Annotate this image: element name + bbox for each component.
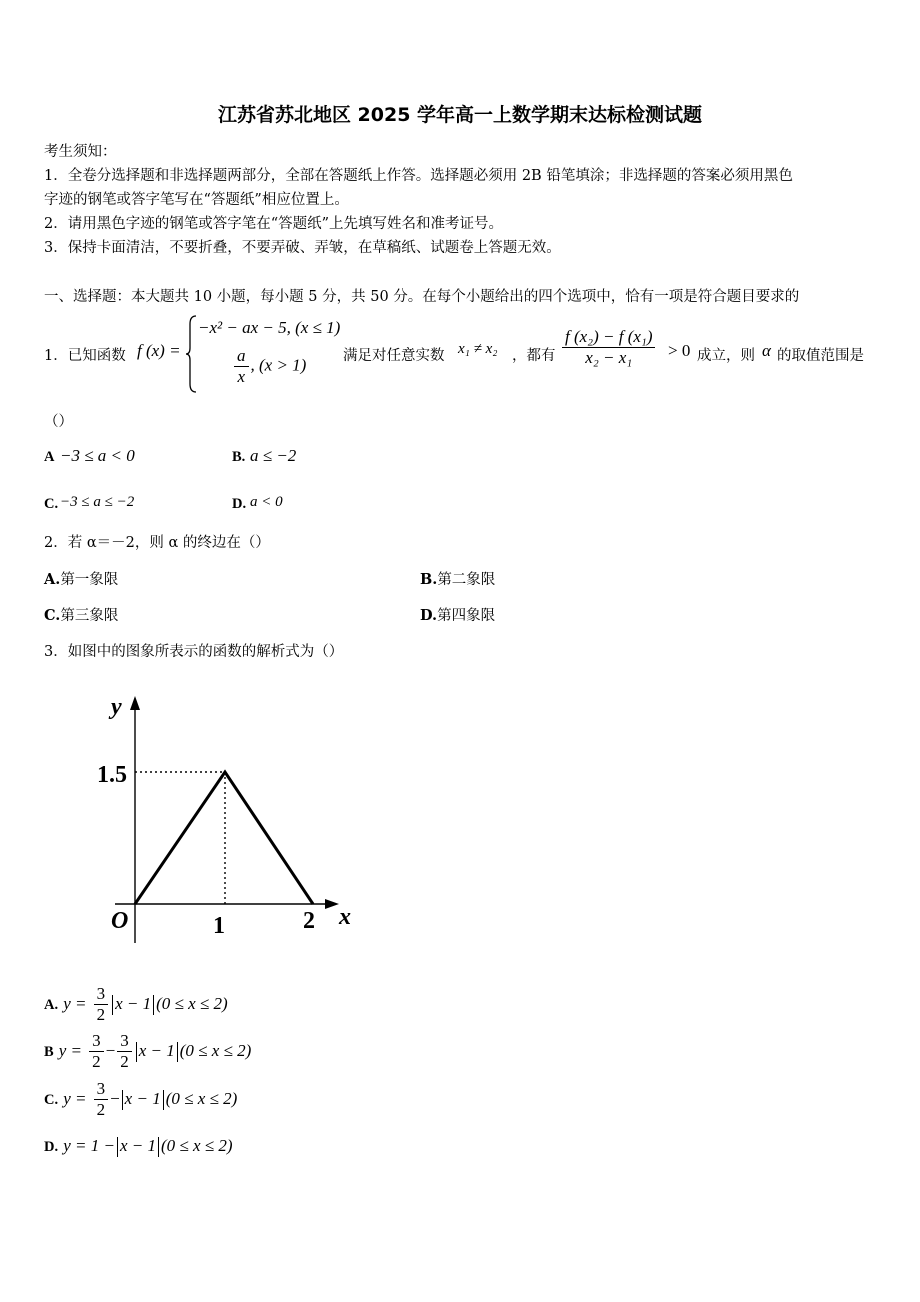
q2-option-b-text: 第二象限 xyxy=(437,572,496,588)
notice-line-2: 2．请用黑色字迹的钢笔或答字笔在“答题纸”上先填写姓名和准考证号。 xyxy=(44,216,504,232)
q1-option-a-label: A xyxy=(44,449,55,465)
q3-option-b-domain: (0 ≤ x ≤ 2) xyxy=(179,1041,252,1060)
page-title: 江苏省苏北地区 2025 学年高一上数学期末达标检测试题 xyxy=(217,104,703,126)
q1-alpha: α xyxy=(762,341,771,360)
q3-option-c xyxy=(44,1079,237,1120)
notice-line-1a: 1．全卷分选择题和非选择题两部分，全部在答题纸上作答。选择题必须用 2B 铅笔填涂；非选择题的答案必须用黑色 xyxy=(44,168,793,184)
q3-option-a-den: 2 xyxy=(96,1005,106,1024)
q1-brace-icon xyxy=(184,314,198,394)
q2-option-a-text: 第一象限 xyxy=(60,572,119,588)
q1-paren: （） xyxy=(44,414,73,430)
q1-mid: 满足对任意实数 xyxy=(343,348,445,364)
q2-option-d-text: 第四象限 xyxy=(437,608,496,624)
q3-option-d-abs: x − 1 xyxy=(119,1136,156,1155)
q1-option-d: a < 0 xyxy=(250,494,283,510)
q3-option-a-num: 3 xyxy=(94,984,109,1005)
q1-option-c-label: C. xyxy=(44,496,59,512)
q1-option-d-label: D. xyxy=(232,496,247,512)
q2-option-c-label: C. xyxy=(44,607,61,624)
q1-fraction xyxy=(560,327,657,368)
y-axis-arrow-icon xyxy=(130,696,140,710)
q1-frac-den: x₂ − x₁ xyxy=(585,348,633,367)
q3-option-c-domain: (0 ≤ x ≤ 2) xyxy=(165,1089,238,1108)
q1-option-b: a ≤ −2 xyxy=(250,446,297,465)
q3-option-a-y: y = xyxy=(63,994,87,1013)
q2-option-c-text: 第三象限 xyxy=(60,608,119,624)
q2-option-b-label: B. xyxy=(420,571,438,588)
q3-option-c-label: C. xyxy=(44,1092,59,1108)
q1-mid2: ，都有 xyxy=(512,348,556,364)
notice-line-3: 3．保持卡面清洁，不要折叠，不要弄破、弄皱，在草稿纸、试题卷上答题无效。 xyxy=(44,240,561,256)
q3-option-a xyxy=(44,984,228,1025)
q3-option-a-domain: (0 ≤ x ≤ 2) xyxy=(156,994,228,1013)
q2-text: 2．若 α＝－2，则 α 的终边在（） xyxy=(44,535,270,551)
function-graph-line xyxy=(135,772,313,904)
q1-prefix: 1．已知函数 xyxy=(44,348,126,364)
q1-case-2-num: a xyxy=(234,346,249,367)
q2-option-a-label: A. xyxy=(44,571,61,588)
y-axis-label: y xyxy=(111,694,122,720)
q3-option-b-abs: x − 1 xyxy=(138,1041,175,1060)
q1-case-2-den: x xyxy=(237,367,246,386)
x-axis-arrow-icon xyxy=(325,899,339,909)
q3-option-c-minus: − xyxy=(110,1089,120,1108)
q3-graph xyxy=(95,688,355,950)
q1-case-1: −x² − ax − 5, (x ≤ 1) xyxy=(198,318,341,337)
q2-option-d xyxy=(420,604,495,625)
section-1-heading: 一、选择题：本大题共 10 小题，每小题 5 分，共 50 分。在每个小题给出的四个选项中，恰有一项是符合题目要求的 xyxy=(44,289,800,305)
q3-option-d xyxy=(44,1136,233,1157)
q1-case-2 xyxy=(232,346,306,387)
q3-option-b-y: y = xyxy=(58,1041,83,1060)
q2-option-a xyxy=(44,568,118,589)
q1-option-c: −3 ≤ a ≤ −2 xyxy=(60,494,135,510)
q3-option-b-label: B xyxy=(44,1044,54,1060)
q3-option-b-den-1: 2 xyxy=(92,1052,101,1071)
q3-option-b-den-2: 2 xyxy=(120,1052,129,1071)
x-axis-label: x xyxy=(339,904,351,930)
x-tick-1: 1 xyxy=(213,913,225,939)
q3-option-c-y: y = xyxy=(63,1089,87,1108)
q3-option-c-num: 3 xyxy=(94,1079,109,1100)
q1-suffix: 成立，则 xyxy=(697,348,755,364)
q3-option-a-label: A. xyxy=(44,997,59,1013)
q3-option-b xyxy=(44,1031,251,1072)
q1-case-2-cond: , (x > 1) xyxy=(250,355,307,375)
q3-option-d-y: y = 1 − xyxy=(63,1136,115,1155)
q2-option-b xyxy=(420,568,495,589)
q1-cond: x₁ ≠ x₂ xyxy=(458,341,498,357)
q3-option-b-num-2: 3 xyxy=(117,1031,132,1052)
q2-option-d-label: D. xyxy=(420,607,438,624)
origin-label: O xyxy=(111,908,129,934)
q3-option-c-abs: x − 1 xyxy=(124,1089,161,1108)
q1-option-b-label: B. xyxy=(232,449,246,465)
q3-option-c-den: 2 xyxy=(96,1100,106,1119)
q1-option-a: −3 ≤ a < 0 xyxy=(60,446,135,465)
q3-text: 3．如图中的图象所表示的函数的解析式为（） xyxy=(44,644,344,660)
y-tick-1-5: 1.5 xyxy=(97,762,127,788)
notice-heading: 考生须知： xyxy=(44,144,117,160)
q1-frac-num: f (x₂) − f (x₁) xyxy=(562,327,655,348)
q3-option-a-abs: x − 1 xyxy=(115,994,152,1013)
q3-option-d-domain: (0 ≤ x ≤ 2) xyxy=(160,1136,233,1155)
q1-fx: f (x) = xyxy=(137,341,181,360)
q2-option-c xyxy=(44,604,118,625)
x-tick-2: 2 xyxy=(303,908,315,934)
notice-line-1b: 字迹的钢笔或答字笔写在“答题纸”相应位置上。 xyxy=(44,192,349,208)
q3-option-b-num-1: 3 xyxy=(89,1031,104,1052)
q1-gt: > 0 xyxy=(668,341,691,360)
q3-option-b-minus: − xyxy=(105,1041,116,1060)
q1-suffix-2: 的取值范围是 xyxy=(777,348,864,364)
q3-option-d-label: D. xyxy=(44,1139,59,1155)
